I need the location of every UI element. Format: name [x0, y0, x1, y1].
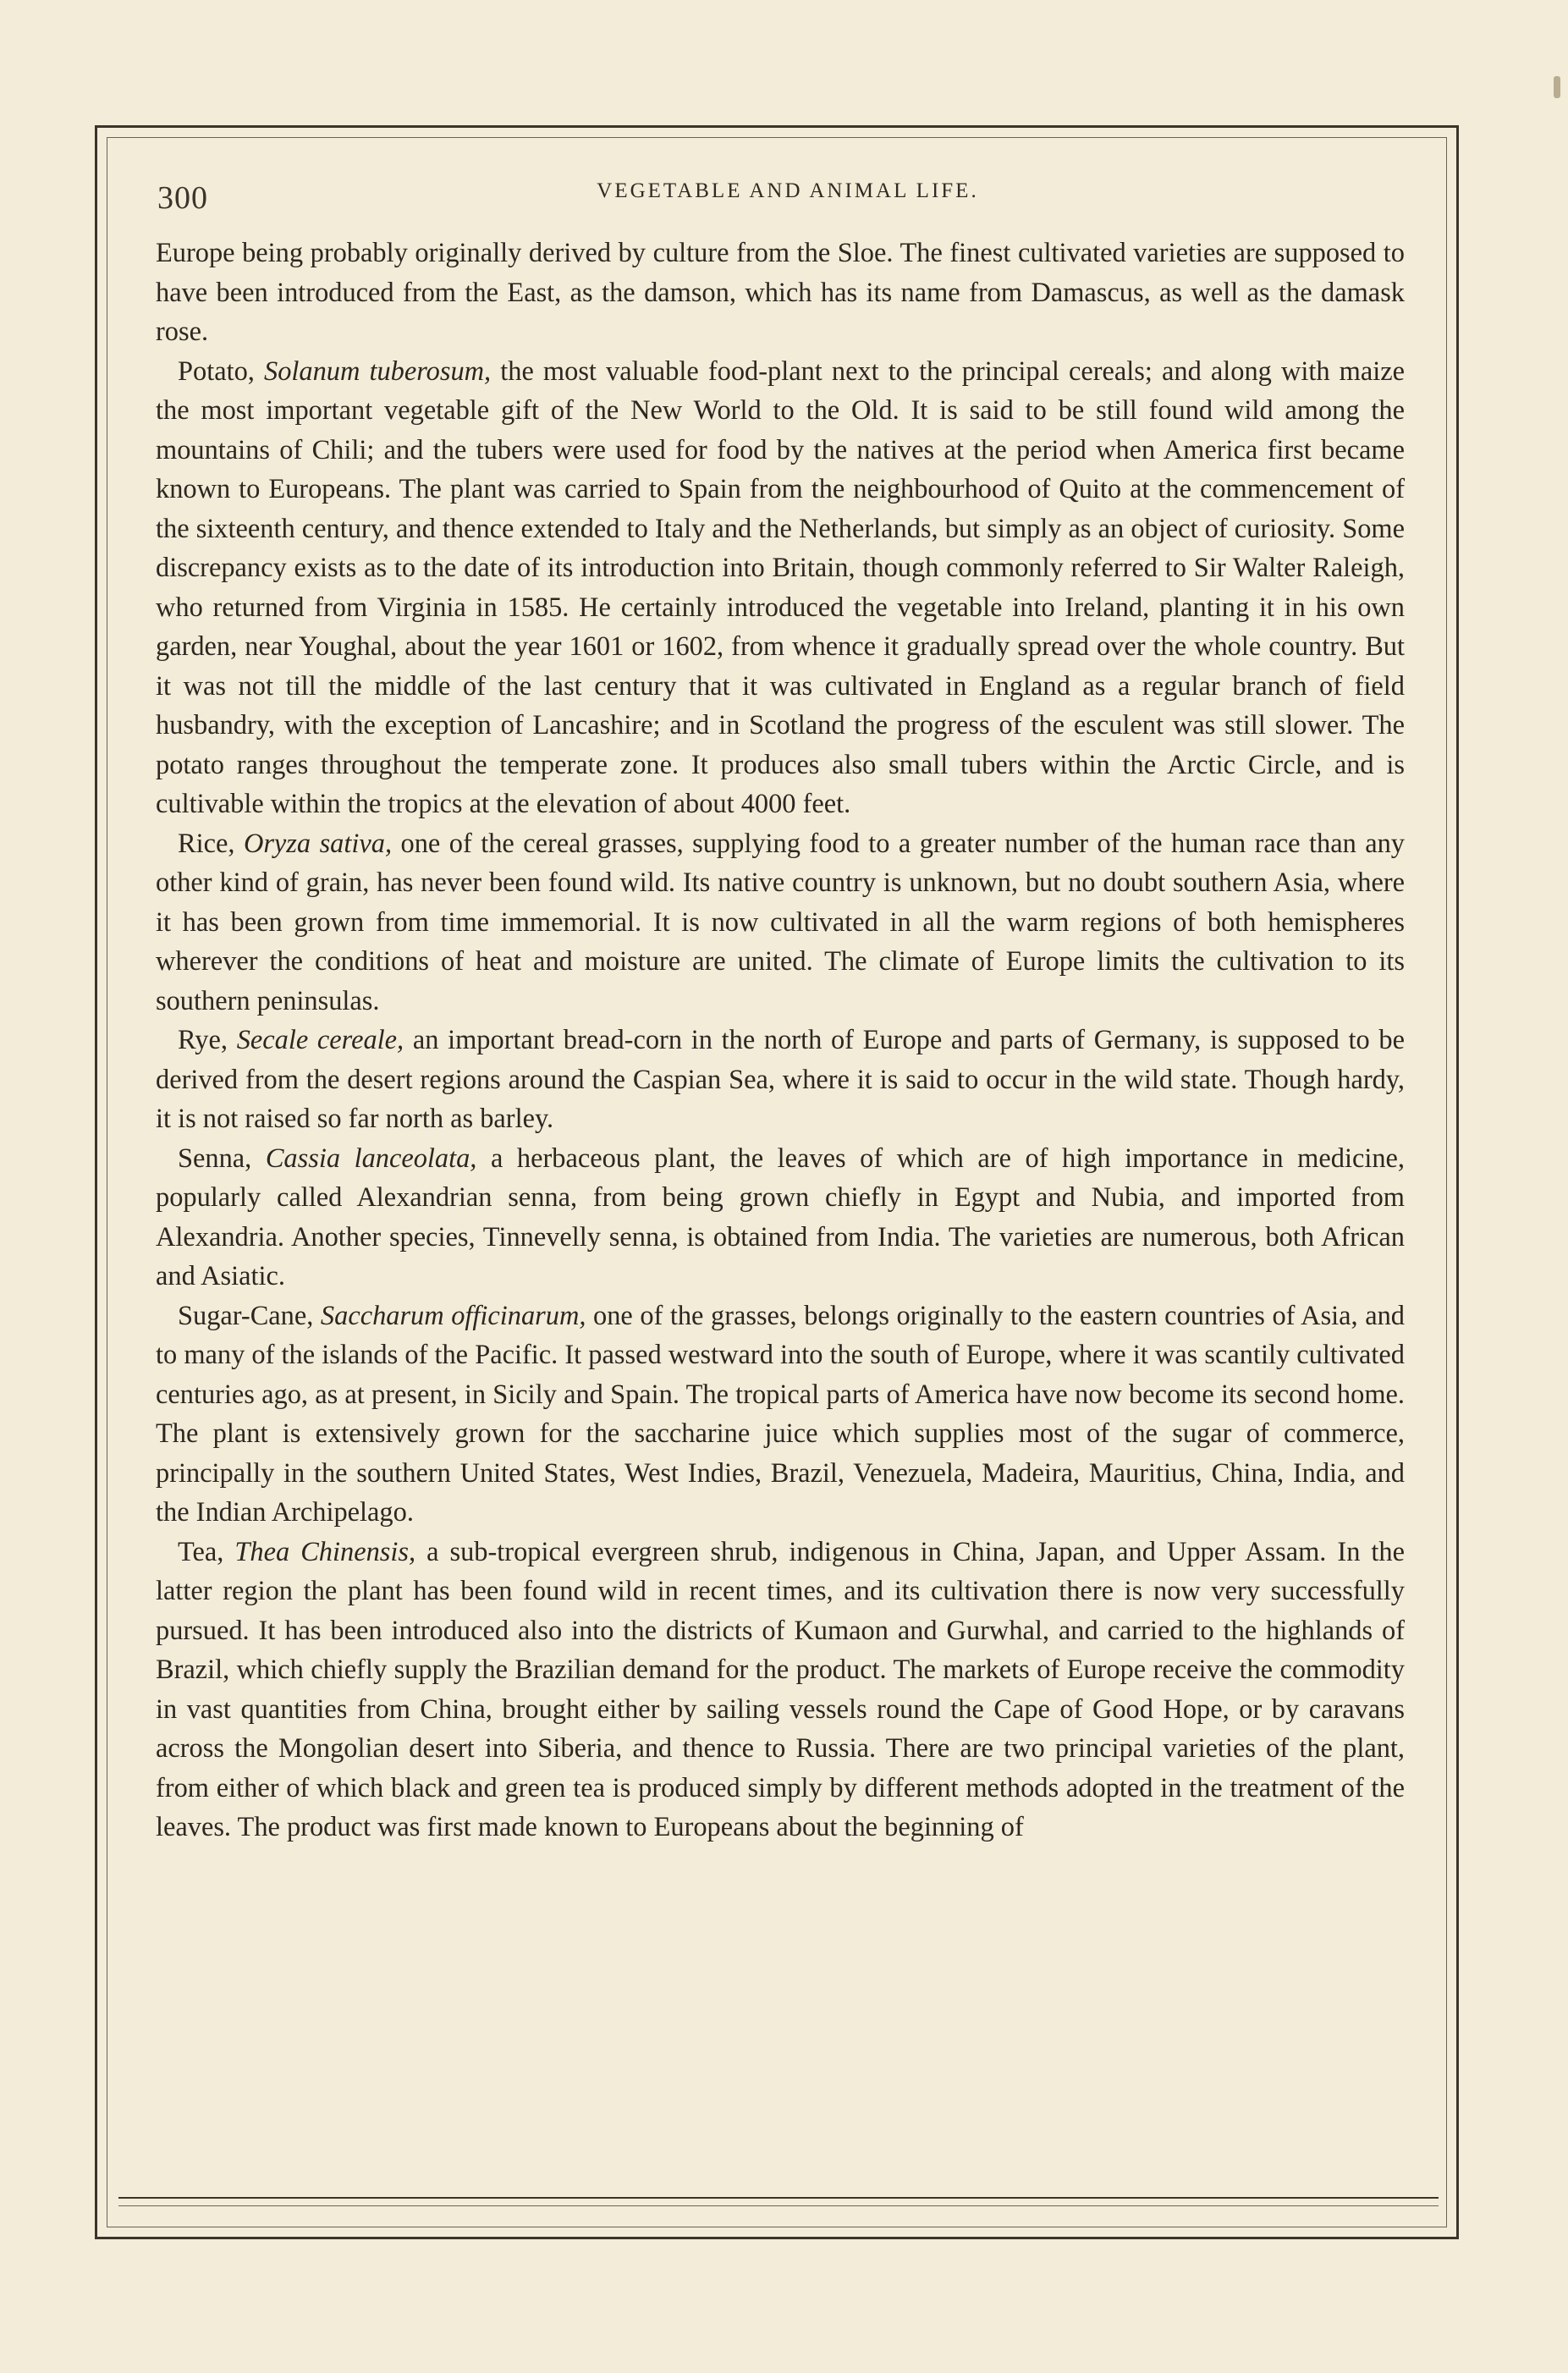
entry-name: Sugar-Cane, — [178, 1300, 321, 1331]
entry-text: the most valuable food-plant next to the principal cereals; and along with maize the most important vegetable gift of the New World to the Old. It is said to be still found wild among the mountains of Chili; and the tubers were used for food by the natives at the period when America first became known to Europeans. The plant was carried to Spain from the neighbourhood of Quito at the commencement of the sixteenth century, and thence extended to Italy and the Netherlands, but simply as an object of curiosity. Some discrepancy exists as to the date of its introduction into Britain, though commonly referred to Sir Walter Raleigh, who returned from Virginia in 1585. He certainly introduced the vegetable into Ireland, planting it in his own garden, near Youghal, about the year 1601 or 1602, from whence it gradually spread over the whole country. But it was not till the middle of the last century that it was cultivated in England as a regular branch of field husbandry, with the exception of Lancashire; and in Scotland the progress of the esculent was still slower. The potato ranges throughout the temperate zone. It produces also small tubers within the Arctic Circle, and is cultivable within the tropics at the elevation of about 4000 feet. — [156, 355, 1405, 819]
entry-name: Potato, — [178, 355, 264, 387]
entry-name: Rye, — [178, 1025, 237, 1055]
entry-rye — [156, 1021, 1405, 1139]
entry-name: Rice, — [178, 828, 244, 859]
scientific-name: Solanum tuberosum, — [264, 355, 492, 387]
scientific-name: Oryza sativa, — [243, 828, 393, 859]
entry-rice — [156, 824, 1405, 1021]
running-title: VEGETABLE AND ANIMAL LIFE. — [597, 179, 979, 202]
entry-text: one of the grasses, belongs originally to the eastern countries of Asia, and to many of the islands of the Pacific. It passed westward into the south of Europe, where it was scantily cultivated centuries ago, as at present, in Sicily and Spain. The tropical parts of America have now become its second home. The plant is extensively grown for the saccharine juice which supplies most of the sugar of commerce, principally in the southern United States, West Indies, Brazil, Venezuela, Madeira, Mauritius, China, India, and the Indian Archipelago. — [156, 1300, 1405, 1528]
entry-text: a herbaceous plant, the leaves of which are of high importance in medicine, popularly called Alexandrian senna, from being grown chiefly in Egypt and Nubia, and imported from Alexandria. Another species, Tinnevelly senna, is obtained from India. The varieties are numerous, both African and Asiatic. — [156, 1142, 1405, 1291]
entry-sugar-cane — [156, 1297, 1405, 1533]
entry-name: Senna, — [178, 1142, 266, 1174]
running-header — [157, 176, 1418, 218]
paragraph-continuation — [156, 234, 1405, 352]
entry-potato — [156, 352, 1405, 824]
bottom-rule-thin — [118, 2205, 1439, 2206]
paragraph-text: Europe being probably originally derived by culture from the Sloe. The finest cultivated varieties are supposed to have been introduced from the East, as the damson, which has its name from Damascus, as well as the damask rose. — [156, 238, 1405, 347]
scientific-name: Thea Chinensis, — [234, 1536, 416, 1567]
entry-tea — [156, 1533, 1405, 1847]
entry-text: an important bread-corn in the north of Europe and parts of Germany, is supposed to be derived from the desert regions around the Caspian Sea, where it is said to occur in the wild state. Though hardy, it is not raised so far north as barley. — [156, 1025, 1405, 1134]
scientific-name: Secale cereale, — [236, 1025, 404, 1055]
body-text — [156, 234, 1405, 1847]
entry-name: Tea, — [178, 1536, 235, 1567]
scientific-name: Saccharum officinarum, — [320, 1300, 586, 1331]
entry-text: a sub-tropical evergreen shrub, indigenous in China, Japan, and Upper Assam. In the latter region the plant has been found wild in recent times, and its cultivation there is now very successfully pursued. It has been introduced also into the districts of Kumaon and Gurwhal, and carried to the highlands of Brazil, which chiefly supply the Brazilian demand for the product. The markets of Europe receive the commodity in vast quantities from China, brought either by sailing vessels round the Cape of Good Hope, or by caravans across the Mongolian desert into Siberia, and thence to Russia. There are two principal varieties of the plant, from either of which black and green tea is produced simply by different methods adopted in the treatment of the leaves. The product was first made known to Europeans about the beginning of — [156, 1536, 1405, 1842]
page-number: 300 — [157, 180, 208, 216]
scientific-name: Cassia lanceolata, — [265, 1142, 477, 1174]
bottom-rule — [118, 2197, 1439, 2199]
page-edge-mark — [1554, 76, 1560, 98]
entry-text: one of the cereal grasses, supplying food to a greater number of the human race than any other kind of grain, has never been found wild. Its native country is unknown, but no doubt southern Asia, where it has been grown from time immemorial. It is now cultivated in all the warm regions of both hemispheres wherever the conditions of heat and moisture are united. The climate of Europe limits the cultivation to its southern peninsulas. — [156, 828, 1406, 1016]
entry-senna — [156, 1139, 1405, 1297]
